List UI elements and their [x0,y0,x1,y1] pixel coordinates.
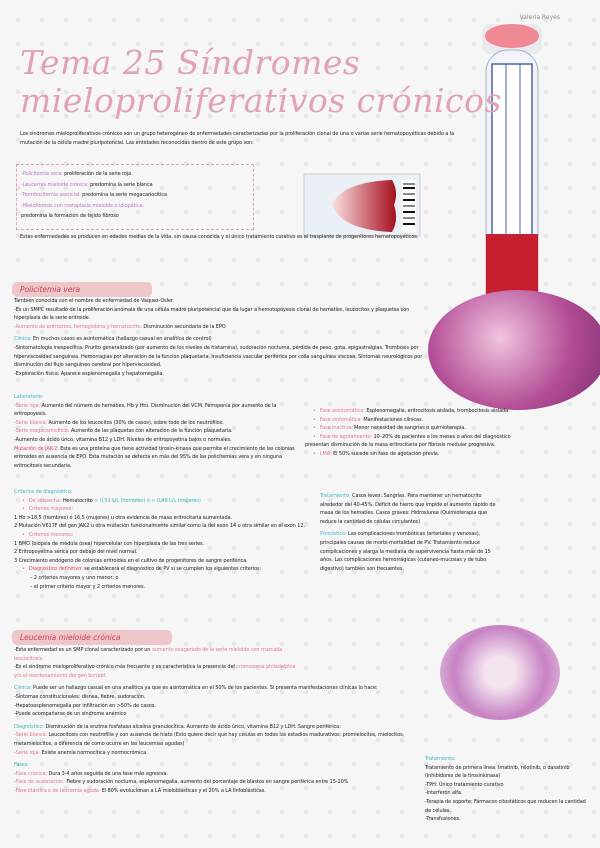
treatment-label: Tratamiento: [320,493,351,499]
phase-text: Manifestaciones clínicas. [361,416,424,423]
def-text: se establecerá el diagnóstico de PV si se cumplen los siguientes criterios: [82,566,261,573]
criterio-mayor: 2 Mutación V617F del gen JAK2 u otra mutación funcionalmente similar como la del exón 14 u otra similar en el exón 12. [14,523,305,530]
pv-treatment [320,492,505,573]
lmc-p1-text: -Esta enfermedad es un SMP clonal caracterizado por un [14,647,152,653]
serie-key: -Serie blanca: [14,732,48,739]
sospecha-text: Hematocrito [61,497,95,504]
phase-text: 10–20% de pacientes a los meses o años del diagnóstico presentan disminución de la masa eritrocitaria por fibrosis medular progresiva. [305,433,511,449]
menores-label: • Criterios menores: [14,531,324,540]
criterio-menor: 2 Eritropoyetina sérica por debajo del nivel normal. [14,549,138,556]
def-key: Diagnóstico definitivo: [28,566,83,573]
clinica-text: Puede ser un hallazgo casual en una analítica ya que es asintomática en el 50% de los pacientes. Si presenta manifestaciones clínicas lo hace: [31,685,378,692]
phase-text: Esplenomegalia, eritrocitosis aislada, trombocitosis aislada. [364,408,510,414]
lab-value: Aumento de las plaquetas con alteración de la función plaquetaria. [69,428,233,435]
labs-label: Laboratorio: [14,394,44,400]
syndrome-name: -Policitemia vera: [21,171,63,177]
lmc-clinica [14,684,424,693]
phase-item [305,424,515,433]
criteria-label: Criterios de diagnóstico: [14,489,73,495]
serie-text: Leucocitosis con neutrofilia y con ausencia de hiato (Esto quiere decir que hay células en todos los estadios madurativos: promielocitos, mielocitos, metamielocitos, a diferencia de como ocurre en las leucemias agudas) [14,732,405,747]
syndrome-name: -Leucemia mieloide crónica: [21,181,89,188]
treatment-item: -Transfusiones. [425,816,461,823]
criterio-menor: 1 BMO (biopsia de médula ósea) hipercelular con hiperplasia de las tres series. [14,540,205,547]
lab-item [14,445,296,471]
pv-p4: -Sintomatología inespecífica: Prurito generalizado (por aumento de los niveles de histamina), sudoración nocturna, pérdida de peso, gota, epigastralgias. Trombosis por hiperviscosidad sanguínea. Hemorragias por alteración de la función plaquetaria. Insuficiencia vascular periférica por coila sanguínea viscosa. Síntomas neurológicos por disminución del flujo sanguíneo cerebral por hiperviscosidad. [14,344,423,369]
fase-key: -Fase de aceleración: [14,779,65,786]
syndrome-item [21,201,249,222]
treatment-paragraph [320,492,505,526]
lab-value: -Aumento de ácido úrico, vitamina B12 y LDH. Niveles de eritropoyetina bajos o normales. [14,436,232,443]
syndrome-name: -Trombocitemia esencial: [21,192,81,198]
def-item: – 2 criterios mayores y uno menor, o [30,574,119,581]
syndrome-list-box [16,164,254,230]
lmc-p2 [14,663,304,680]
clinica-label: Clínica: [14,685,32,692]
syndrome-desc: proliferación de la serie roja [64,171,132,177]
lab-value: Aumento de los leucocitos (30% de casos), sobre todo de los neutrófilos. [47,419,224,426]
pv-overview [14,297,424,378]
pv-p3-text: Disminución secundaria de la EPO [141,323,226,330]
fase-text: El 80% evolucionan a LA mieloblásticas y el 20% a LA linfoblásticas. [100,787,266,794]
intro-paragraph: Los síndromes mieloproliferativos crónicos son un grupo heterogéneo de enfermedades caracterizadas por la proliferación clonal de una o varias serie hematopoyéticas debido a la mutación de la célula madre pluripotencial. Las entidades reconocidas dentro de este grupo son: [20,131,454,146]
pv-clinica [14,335,424,344]
phase-item [305,433,515,450]
pv-labs [14,393,296,470]
syndrome-desc: predomina la serie megacariocítica [82,192,167,198]
section-header-lmc: Leucemia mieloide crónica [12,630,172,645]
symptom-item: -Hepatoesplenomegalia por infiltración en >50% de casos. [14,702,156,709]
syndrome-item [21,169,249,180]
clinica-label: Clínica: [14,336,32,343]
phase-key: LMA: [319,450,332,457]
page-title [20,44,502,120]
fases-label: Fases: [14,762,29,769]
section-header-policitemia: Policitemia vera [12,282,152,297]
treatment-item: -Terapia de soporte: Fármacos citostáticos que reducen la cantidad de células. [425,798,586,814]
pv-p3 [14,323,424,332]
syndrome-desc: predomina la formación de tejido fibroso [21,213,119,219]
phase-text: El 50% sucede sin fase de agotación previa. [331,450,440,457]
treatment-item: -Interferón alfa. [425,790,463,797]
diag-text: Disminución de la enzima fosfatasa alcalina granulocítica. Aumento de ácido úrico, vitamina B12 y LDH. Sangre periférica: [43,723,341,730]
lab-item [14,427,296,436]
syndrome-item [21,190,249,201]
phase-key: Fase inactiva: [319,425,353,432]
phase-item [305,450,515,459]
lmc-serie-blanca [14,731,424,748]
title-line-1: Tema 25 Síndromes [20,43,361,82]
lab-item [14,419,296,428]
lmc-p2-text: -Es el síndrome mieloproliferativo crónico más frecuente y es característica la presencia del [14,664,237,671]
lab-key: -Serie blanca: [14,419,48,426]
lmc-p1-highlight: aumento exagerado de la serie mieloide con marcada leucocitosis. [14,647,283,662]
blood-smear-micrograph-image [440,625,560,720]
lab-key: Mutación de JAK-2: [14,445,59,452]
sospecha-values: > 0,51 L/L (hombres) ó > 0,48 L/L (mujeres) [94,497,201,504]
lab-item [14,402,296,419]
symptom-item: -Puede acompañarse de un síndrome anémico [14,711,127,718]
fase-item [14,778,424,787]
phase-text: Menor necesidad de sangrías o quimioterapia. [352,425,466,432]
lab-key: -Serie megacariocítica: [14,428,70,435]
criteria-sospecha [14,497,324,506]
lmc-diagnostico [14,723,584,732]
sospecha-key: De sospecha: [28,497,62,504]
phase-item [305,407,515,416]
blood-smear-slide-image [302,172,422,240]
pv-p3-highlight: -Aumento de eritrocitos, hemoglobina y hematocrito. [14,323,142,330]
fase-key: -Fase crónica: [14,770,47,777]
fase-key: -Fase blástica o de leucemia aguda: [14,787,101,794]
lmc-p1 [14,646,294,663]
lmc-p2-highlight: cromosoma philadelphia y/o el reordenamiento del gen bcr/abl. [14,664,296,679]
fase-item [14,787,424,796]
lab-value: Aumento del número de hematíes, Hb y Hto. Disminución del VCM. Ferropenia por aumento de la eritropoyesis. [14,402,277,418]
pv-phases [305,407,515,459]
def-item: – el primer criterio mayor y 2 criterios menores. [30,583,146,590]
phase-item [305,416,515,425]
lab-key: -Serie roja: [14,402,41,409]
lmc-treatment [425,755,590,824]
title-line-2: mieloproliferativos crónicos [20,81,502,120]
prognosis-paragraph [320,530,505,573]
lmc-body [14,646,424,796]
diagnostico-definitivo [14,565,324,574]
treatment-item: -TPH: Único tratamiento curativo [425,781,504,788]
syndrome-item [21,180,249,191]
lab-item [14,436,296,445]
pv-p5: -Exploración física: Aparece esplenomegalia y hepatomegalia. [14,370,164,377]
pv-criteria [14,488,324,591]
treatment-text: Casos leves: Sangrías. Para mantener un hematocrito alrededor del 40-45%. Déficit de hierro que impide el aumento rápido de masa de los hematíes. Casos graves: Hidroxiurea (Quimioterapia que reduce la cantidad de células circulantes) [320,493,496,525]
serie-key: -Serie roja: [14,749,41,756]
symptom-item: -Síntomas constitucionales: disnea, fiebre, sudoración. [14,693,146,700]
lmc-serie-roja [14,749,424,758]
pv-p2: -Es un SMPC resultado de la proliferación anómala de una célula madre pluripotencial que da lugar a hemotopoyesis clonal de hematíes, leucocitos y plaquetas con hiperplasia de la serie eritroide. [14,306,410,322]
criterio-menor: 3 Crecimiento endógeno de colonias eritroides en el cultivo de progenitores de sangre periférica. [14,557,248,564]
fase-text: Dura 3-4 años seguida de una fase más agresiva. [46,770,168,777]
clinica-text: En muchos casos es asintomática (hallazgo casual en analítica de control) [31,336,212,343]
phase-key: Fase asintomática: [319,408,365,414]
pv-p1: También conocida con el nombre de enfermedad de Vaquez-Osler. [14,298,174,304]
phase-key: Fase de agotamiento: [319,433,372,440]
criterio-mayor: 1 Hb >18,5 (hombres) ó 16,5 (mujeres) u otra evidencia de masa eritrocitaria aumentada. [14,514,232,521]
treatment-label: Tratamiento: [425,756,456,762]
syndrome-name: -Mielofibrosis con metaplasia mieloide o idiopática: [21,202,144,209]
fase-text: Fiebre y sudoración nocturna, esplenomegalia, aumento del porcentaje de blastos en sangre periférica entre 15-20% [64,779,349,786]
mayores-label: • Criterios mayores: [14,505,324,514]
intro-closing: Estas enfermedades se producen en edades medias de la vida, sin causa conocida y el único tratamiento curativo es el trasplante de progenitores hematopoyéticos. [20,234,419,240]
syndrome-desc: predomina la serie blanca [90,181,153,188]
treatment-item: Tratamiento de primera línea: Imatinib, nilotinib, o dasatinib (inhibidores de la tirosinkinasa) [425,764,570,780]
fase-item [14,770,424,779]
diag-label: Diagnóstico: [14,723,44,730]
prognosis-label: Pronóstico: [320,531,347,538]
bone-marrow-histology-image [428,290,600,410]
lab-value: Esta es una proteína que tiene actividad tirosin-kinasa que permite el crecimiento de las colonias eritroides en ausencia de EPO. Esta mutación se detecta en más del 95% de las policitemias vera y en ninguna eritrocitosis secundaria. [14,445,295,469]
prognosis-text: Las complicaciones trombóticas (arteriales y venosas), principales causas de morbi-mortalidad de PV. Tratamiento reduce complicaciones y alarga la mediana de supervivencia hasta más de 15 años. Las complicaciones hemorrágicas (cutaneo-mucosas y de tubo digestivo) también son frecuentes. [320,531,491,572]
phase-key: Fase sintomática: [319,416,362,423]
author-name: Valeria Reyes [519,14,560,21]
serie-text: Existe anemia normocítica y normocrómica. [40,749,148,756]
